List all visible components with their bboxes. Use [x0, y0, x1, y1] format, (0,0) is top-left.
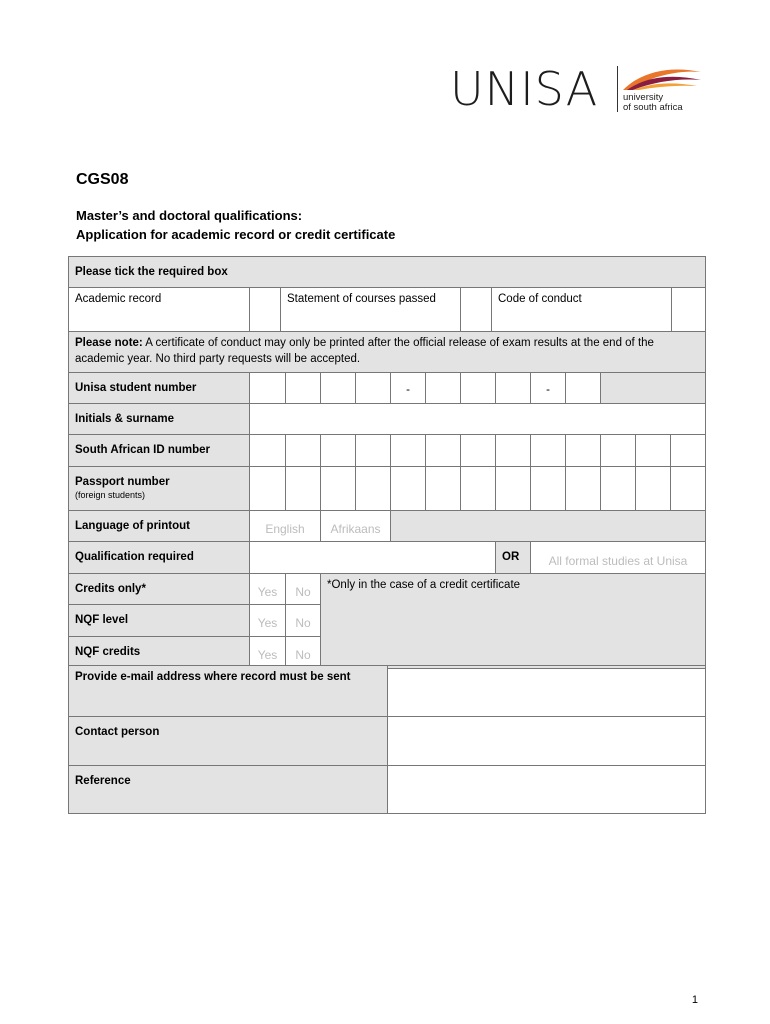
logo-divider [617, 66, 618, 112]
passport-digit[interactable] [320, 466, 356, 511]
student-number-digit[interactable] [285, 372, 321, 404]
email-field[interactable] [387, 665, 706, 717]
initials-surname-field[interactable] [249, 403, 706, 435]
passport-digit[interactable] [670, 466, 706, 511]
student-number-filler [600, 372, 706, 404]
id-number-digit[interactable] [285, 434, 321, 467]
language-option-english[interactable]: English [249, 510, 321, 542]
nqf-level-no[interactable]: No [285, 604, 321, 637]
id-number-digit[interactable] [670, 434, 706, 467]
id-number-digit[interactable] [390, 434, 426, 467]
id-number-digit[interactable] [530, 434, 566, 467]
passport-digit[interactable] [565, 466, 601, 511]
language-option-afrikaans[interactable]: Afrikaans [320, 510, 391, 542]
passport-digit[interactable] [495, 466, 531, 511]
label-nqf-credits: NQF credits [68, 636, 250, 669]
or-label: OR [495, 541, 531, 574]
id-number-digit[interactable] [565, 434, 601, 467]
logo-line2: of south africa [623, 102, 683, 113]
label-language: Language of printout [68, 510, 250, 542]
passport-digit[interactable] [390, 466, 426, 511]
form-code: CGS08 [76, 171, 129, 188]
id-number-digit[interactable] [460, 434, 496, 467]
nqf-credits-yes[interactable]: Yes [249, 636, 286, 669]
student-number-separator: - [530, 372, 566, 404]
tick-header: Please tick the required box [68, 256, 706, 288]
passport-note: (foreign students) [75, 490, 146, 500]
student-number-separator: - [390, 372, 426, 404]
student-number-digit[interactable] [355, 372, 391, 404]
student-number-digit[interactable] [320, 372, 356, 404]
title-line2: Application for academic record or credit certificate [76, 227, 396, 242]
note-text: A certificate of conduct may only be printed after the official release of exam results at the end of the academic year. No third party requests will be accepted. [75, 337, 654, 365]
label-reference: Reference [68, 765, 388, 814]
form-title [76, 206, 395, 244]
student-number-digit[interactable] [425, 372, 461, 404]
label-id-number: South African ID number [68, 434, 250, 467]
passport-digit[interactable] [285, 466, 321, 511]
credits-only-yes[interactable]: Yes [249, 573, 286, 605]
checkbox-code-of-conduct[interactable] [671, 287, 706, 332]
contact-person-field[interactable] [387, 716, 706, 766]
language-filler [390, 510, 706, 542]
credit-certificate-note: *Only in the case of a credit certificate [320, 573, 706, 669]
checkbox-statement-of-courses[interactable] [460, 287, 492, 332]
note-box [68, 331, 706, 373]
unisa-logo-wordmark: UNISA [450, 62, 599, 116]
label-contact-person: Contact person [68, 716, 388, 766]
note-label: Please note: [75, 337, 143, 349]
passport-digit[interactable] [530, 466, 566, 511]
checkbox-academic-record[interactable] [249, 287, 281, 332]
option-academic-record: Academic record [68, 287, 250, 332]
label-passport-number [68, 466, 250, 511]
label-student-number: Unisa student number [68, 372, 250, 404]
passport-digit[interactable] [249, 466, 286, 511]
student-number-digit[interactable] [565, 372, 601, 404]
id-number-digit[interactable] [495, 434, 531, 467]
passport-digit[interactable] [600, 466, 636, 511]
passport-digit[interactable] [355, 466, 391, 511]
page-number: 1 [691, 994, 698, 1006]
nqf-level-yes[interactable]: Yes [249, 604, 286, 637]
label-qualification: Qualification required [68, 541, 250, 574]
label-credits-only: Credits only* [68, 573, 250, 605]
logo-line1: university [623, 92, 664, 103]
label-nqf-level: NQF level [68, 604, 250, 637]
credits-only-no[interactable]: No [285, 573, 321, 605]
reference-field[interactable] [387, 765, 706, 814]
title-line1: Master’s and doctoral qualifications: [76, 208, 303, 223]
student-number-digit[interactable] [249, 372, 286, 404]
unisa-logo-subtitle [623, 93, 683, 113]
id-number-digit[interactable] [635, 434, 671, 467]
qualification-field[interactable] [249, 541, 496, 574]
passport-digit[interactable] [635, 466, 671, 511]
id-number-digit[interactable] [249, 434, 286, 467]
option-code-of-conduct: Code of conduct [491, 287, 672, 332]
label-email: Provide e-mail address where record must be sent [68, 665, 388, 717]
student-number-digit[interactable] [460, 372, 496, 404]
passport-digit[interactable] [460, 466, 496, 511]
id-number-digit[interactable] [355, 434, 391, 467]
id-number-digit[interactable] [320, 434, 356, 467]
passport-digit[interactable] [425, 466, 461, 511]
label-initials-surname: Initials & surname [68, 403, 250, 435]
student-number-digit[interactable] [495, 372, 531, 404]
passport-label: Passport number [75, 476, 170, 488]
id-number-digit[interactable] [600, 434, 636, 467]
unisa-logo-flag [623, 64, 703, 92]
id-number-digit[interactable] [425, 434, 461, 467]
all-formal-studies-option[interactable]: All formal studies at Unisa [530, 541, 706, 574]
nqf-credits-no[interactable]: No [285, 636, 321, 669]
option-statement-of-courses: Statement of courses passed [280, 287, 461, 332]
